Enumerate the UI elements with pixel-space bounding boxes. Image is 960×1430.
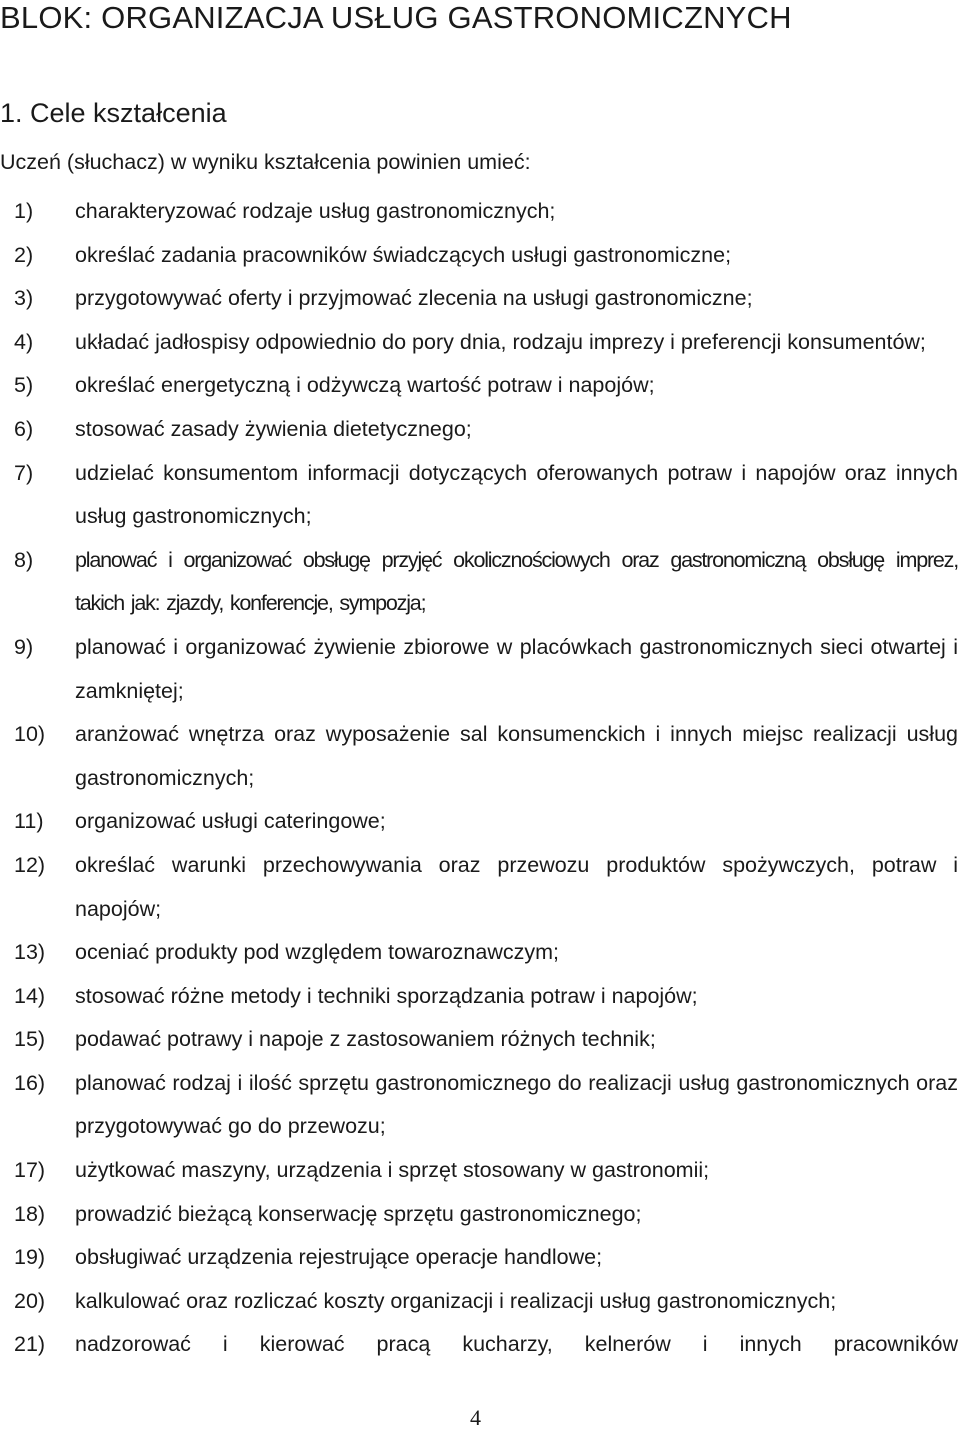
item-text: stosować różne metody i techniki sporządzania potraw i napojów; — [75, 983, 698, 1008]
intro-text: Uczeń (słuchacz) w wyniku kształcenia powinien umieć: — [0, 150, 531, 174]
list-item — [0, 1280, 958, 1324]
item-text: przygotowywać oferty i przyjmować zlecenia na usługi gastronomiczne; — [75, 286, 753, 311]
list-item — [0, 364, 958, 408]
item-text: kalkulować oraz rozliczać koszty organizacji i realizacji usług gastronomicznych; — [75, 1288, 837, 1313]
item-text: obsługiwać urządzenia rejestrujące operacje handlowe; — [75, 1245, 603, 1270]
item-number: 6) — [14, 416, 34, 441]
item-number: 11) — [14, 809, 44, 834]
item-text: prowadzić bieżącą konserwację sprzętu gastronomicznego; — [75, 1201, 642, 1226]
item-text: aranżować wnętrza oraz wyposażenie sal konsumenckich i innych miejsc realizacji usług gastronomicznych; — [75, 722, 958, 790]
item-text: planować rodzaj i ilość sprzętu gastronomicznego do realizacji usług gastronomicznych oraz przygotowywać go do przewozu; — [75, 1070, 958, 1139]
item-number: 5) — [14, 373, 34, 398]
list-item — [0, 408, 958, 452]
item-text: udzielać konsumentom informacji dotyczących oferowanych potraw i napojów oraz innych usług gastronomicznych; — [75, 460, 958, 529]
list-item — [0, 1236, 958, 1280]
item-number: 8) — [14, 547, 34, 572]
item-number: 9) — [14, 634, 34, 659]
item-number: 20) — [14, 1288, 46, 1313]
list-item — [0, 1193, 958, 1237]
item-text: stosować zasady żywienia dietetycznego; — [75, 416, 472, 441]
item-text: organizować usługi cateringowe; — [75, 809, 386, 834]
item-text: określać energetyczną i odżywczą wartość potraw i napojów; — [75, 373, 655, 398]
item-number: 10) — [14, 722, 46, 747]
item-text: planować i organizować obsługę przyjęć okolicznościowych oraz gastronomiczną obsługę imprez, takich jak: zjazdy, konferencje, sympozja; — [75, 547, 958, 616]
item-number: 18) — [14, 1201, 46, 1226]
list-item — [0, 800, 958, 844]
list-item — [0, 844, 958, 931]
list-item — [0, 277, 958, 321]
item-text: nadzorować i kierować pracą kucharzy, kelnerów i innych pracowników — [75, 1332, 958, 1357]
item-number: 19) — [14, 1245, 46, 1270]
item-text: użytkować maszyny, urządzenia i sprzęt stosowany w gastronomii; — [75, 1158, 710, 1183]
item-text: planować i organizować żywienie zbiorowe w placówkach gastronomicznych sieci otwartej i zamkniętej; — [75, 634, 958, 703]
list-item — [0, 321, 958, 365]
item-text: charakteryzować rodzaje usług gastronomicznych; — [75, 199, 556, 223]
item-number: 17) — [14, 1158, 46, 1183]
list-item — [0, 539, 958, 626]
list-item — [0, 190, 958, 234]
item-number: 12) — [14, 852, 46, 877]
item-number: 16) — [14, 1070, 46, 1095]
list-item — [0, 713, 958, 800]
item-number: 4) — [14, 329, 34, 354]
item-text: podawać potrawy i napoje z zastosowaniem różnych technik; — [75, 1027, 656, 1052]
page-number: 4 — [470, 1405, 481, 1430]
block-title: BLOK: ORGANIZACJA USŁUG GASTRONOMICZNYCH — [0, 0, 792, 35]
item-text: układać jadłospisy odpowiednio do pory dnia, rodzaju imprezy i preferencji konsumentów; — [75, 329, 926, 354]
item-text: oceniać produkty pod względem towaroznawczym; — [75, 940, 559, 965]
list-item — [0, 975, 958, 1019]
learning-outcomes-list — [0, 190, 958, 1367]
item-number: 13) — [14, 940, 46, 965]
item-text: określać warunki przechowywania oraz przewozu produktów spożywczych, potraw i napojów; — [75, 852, 958, 921]
item-number: 7) — [14, 460, 34, 485]
list-item — [0, 1018, 958, 1062]
list-item — [0, 1062, 958, 1149]
item-number: 1) — [14, 199, 34, 223]
list-item — [0, 452, 958, 539]
item-text: określać zadania pracowników świadczących usługi gastronomiczne; — [75, 242, 732, 267]
item-number: 14) — [14, 983, 46, 1008]
item-number: 15) — [14, 1027, 46, 1052]
list-item — [0, 1149, 958, 1193]
item-number: 3) — [14, 286, 34, 311]
item-number: 21) — [14, 1332, 46, 1357]
list-item — [0, 234, 958, 278]
list-item — [0, 626, 958, 713]
list-item — [0, 931, 958, 975]
item-number: 2) — [14, 242, 34, 267]
section-title: 1. Cele kształcenia — [0, 98, 227, 128]
list-item — [0, 1323, 958, 1367]
